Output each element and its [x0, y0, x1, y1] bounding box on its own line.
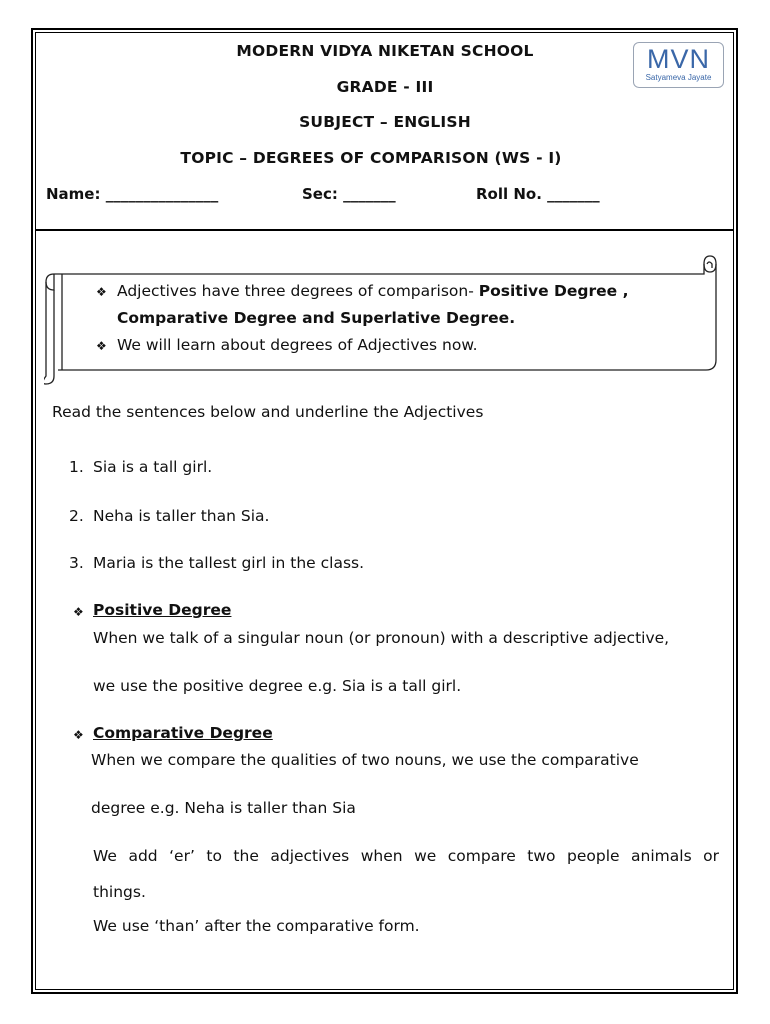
bullet-icon: ❖: [96, 339, 107, 353]
intro-line-3: We will learn about degrees of Adjectives now.: [117, 336, 478, 354]
logo-mark: MVN: [647, 44, 710, 74]
name-field: Name: _______________: [46, 185, 219, 203]
comparative-degree-line-4: things.: [93, 883, 146, 901]
comparative-degree-line-1: When we compare the qualities of two nouns, we use the comparative: [91, 751, 639, 769]
school-name: MODERN VIDYA NIKETAN SCHOOL: [236, 42, 534, 60]
sentence-number: 3.: [69, 554, 84, 572]
positive-degree-line-1: When we talk of a singular noun (or pronoun) with a descriptive adjective,: [93, 629, 670, 647]
intro-scroll-box: [44, 254, 720, 388]
intro-line-1-text: Adjectives have three degrees of comparison-: [117, 282, 474, 300]
positive-degree-line-2: we use the positive degree e.g. Sia is a tall girl.: [93, 677, 462, 695]
intro-line-1-bold: Positive Degree ,: [478, 282, 629, 300]
roll-number-field: Roll No. _______: [476, 185, 600, 203]
sentence-text: Neha is taller than Sia.: [93, 507, 270, 525]
comparative-degree-line-5: We use ‘than’ after the comparative form.: [93, 917, 420, 935]
bullet-icon: ❖: [96, 285, 107, 299]
sentence-number: 1.: [69, 458, 84, 476]
school-logo: [633, 42, 724, 88]
topic-title: TOPIC – DEGREES OF COMPARISON (WS - I): [180, 149, 562, 167]
logo-tagline: Satyameva Jayate: [645, 73, 712, 82]
header-divider: [35, 229, 734, 231]
bullet-icon: ❖: [73, 605, 84, 619]
comparative-degree-line-3: We add ‘er’ to the adjectives when we compare two people animals or: [93, 847, 719, 865]
positive-degree-heading: Positive Degree: [93, 601, 232, 619]
sentence-number: 2.: [69, 507, 84, 525]
grade-title: GRADE - III: [336, 78, 434, 96]
intro-line-1: [117, 282, 628, 300]
sentence-text: Sia is a tall girl.: [93, 458, 213, 476]
comparative-degree-heading: Comparative Degree: [93, 724, 273, 742]
section-field: Sec: _______: [302, 185, 396, 203]
instruction-text: Read the sentences below and underline the Adjectives: [52, 403, 484, 421]
comparative-degree-line-2: degree e.g. Neha is taller than Sia: [91, 799, 356, 817]
bullet-icon: ❖: [73, 728, 84, 742]
subject-title: SUBJECT – ENGLISH: [299, 113, 471, 131]
intro-line-2: Comparative Degree and Superlative Degree.: [117, 309, 516, 327]
sentence-text: Maria is the tallest girl in the class.: [93, 554, 365, 572]
